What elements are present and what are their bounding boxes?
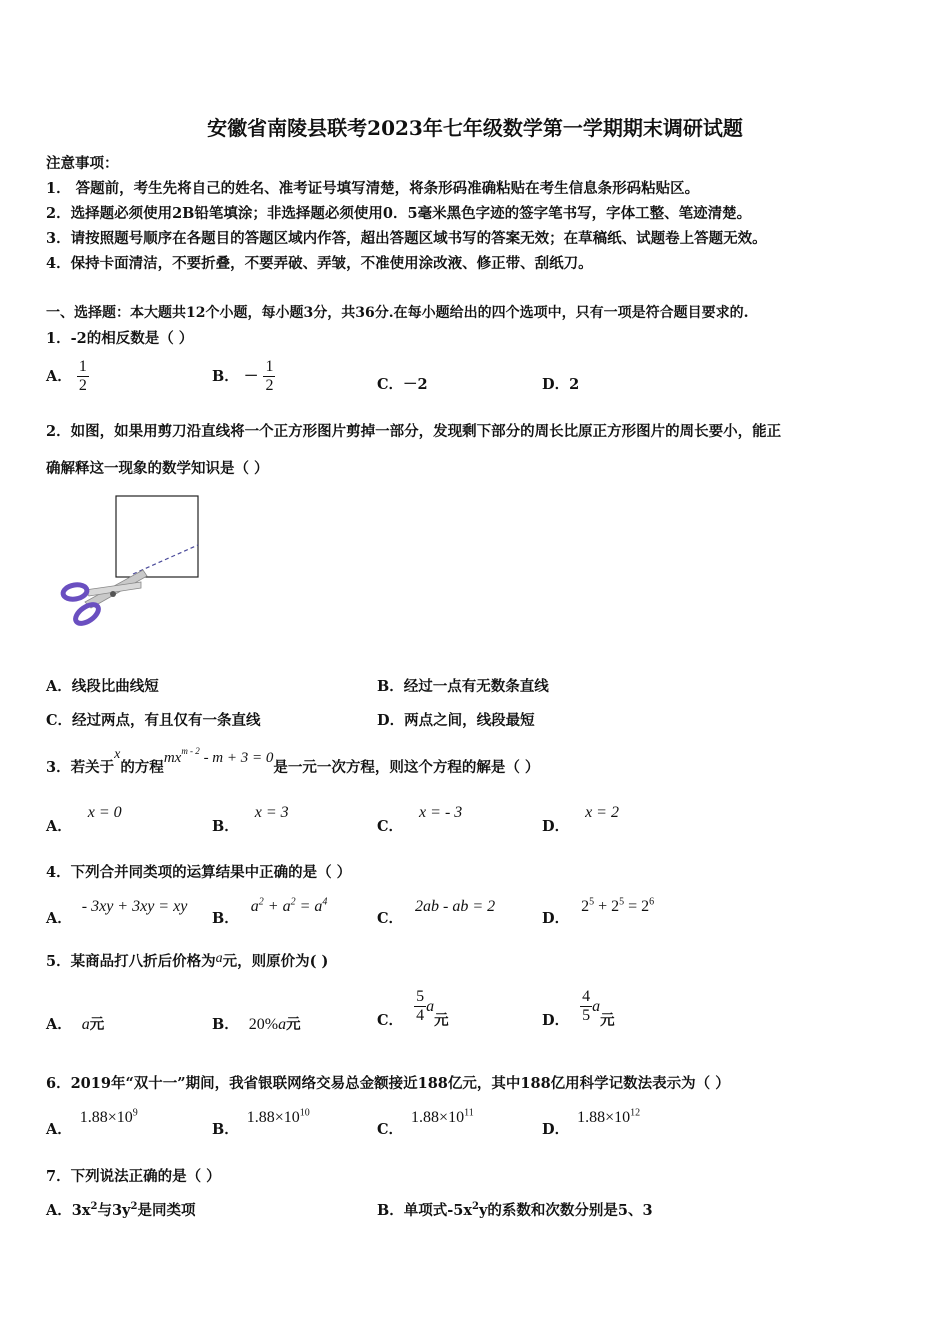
q5-d-var: a [592, 998, 601, 1015]
notice-item-1: 1． 答题前，考生先将自己的姓名、准考证号填写清楚，将条形码准确粘贴在考生信息条形码粘贴区。 [46, 180, 700, 197]
q2-option-d: D．两点之间，线段最短 [377, 712, 535, 729]
q5-c-unit: 元 [434, 1012, 449, 1029]
q5-c-label: C． [377, 1012, 404, 1029]
q4-d-label: D． [542, 910, 570, 927]
q4-d-mid: + 2 [594, 898, 620, 915]
q1-b-label: B． [212, 368, 239, 385]
q4-b-exp3: 4 [322, 896, 328, 908]
q4-option-b [212, 896, 327, 928]
q3-option-c [377, 802, 462, 836]
page-title: 安徽省南陵县联考2023年七年级数学第一学期期末调研试题 [207, 116, 743, 140]
q3-stem-post: 是一元一次方程，则这个方程的解是（ ） [273, 759, 540, 776]
q4-a-label: A． [46, 910, 72, 927]
q6-stem: 6．2019年“双十一”期间，我省银联网络交易总金额接近188亿元，其中188亿用科学记数法表示为（ ） [46, 1075, 730, 1092]
q6-d-label: D． [542, 1121, 570, 1138]
q3-stem-pre: 3．若关于 [46, 759, 115, 776]
q6-a-label: A． [46, 1121, 72, 1138]
q5-option-b [212, 1013, 301, 1034]
q3-b-label: B． [212, 818, 239, 835]
q3-c-label: C． [377, 818, 404, 835]
q1-a-den: 2 [78, 377, 87, 394]
q4-b-label: B． [212, 910, 239, 927]
q6-b-base: 1.88×10 [246, 1109, 300, 1126]
q1-b-sign: － [243, 368, 259, 385]
q5-b-pct: 20% [248, 1016, 279, 1033]
q7-a-t2: 与3y [97, 1202, 131, 1219]
scissors-figure [55, 490, 205, 635]
q3-c-expr: x = - 3 [419, 804, 463, 821]
q7-a-e2: 2 [130, 1201, 138, 1213]
q7-stem: 7．下列说法正确的是（ ） [46, 1168, 221, 1185]
q6-b-label: B． [212, 1121, 239, 1138]
q3-d-label: D． [542, 818, 570, 835]
q3-eq-exp: m - 2 [181, 746, 200, 756]
q5-d-den: 5 [582, 1007, 591, 1024]
q6-option-d [542, 1107, 640, 1139]
q6-c-label: C． [377, 1121, 404, 1138]
notice-item-2: 2．选择题必须使用2B铅笔填涂；非选择题必须使用0．5毫米黑色字迹的签字笔书写，字体工整、笔迹清楚。 [46, 205, 752, 222]
q5-option-d [542, 988, 615, 1030]
q4-c-expr: 2ab - ab = 2 [415, 898, 496, 915]
notice-item-3: 3．请按照题号顺序在各题目的答题区域内作答，超出答题区域书写的答案无效；在草稿纸、试题卷上答题无效。 [46, 230, 767, 247]
q5-d-unit: 元 [600, 1012, 615, 1029]
q3-b-expr: x = 3 [254, 804, 289, 821]
q3-option-a [46, 802, 122, 836]
q1-a-label: A． [46, 368, 72, 385]
q7-a-t1: 3x [71, 1202, 91, 1219]
q5-var: a [215, 951, 223, 966]
q1-option-b [212, 358, 275, 395]
q5-stem [46, 950, 328, 971]
q1-stem: 1．-2的相反数是（ ） [46, 330, 194, 347]
q5-a-var: a [81, 1016, 90, 1033]
q5-d-fraction [580, 988, 592, 1025]
q4-d-exp3: 6 [649, 896, 655, 908]
q1-b-num: 1 [265, 358, 274, 375]
q6-d-base: 1.88×10 [577, 1109, 631, 1126]
cut-line [133, 545, 198, 574]
q6-a-base: 1.88×10 [79, 1109, 133, 1126]
q3-option-b [212, 802, 289, 836]
notice-item-4: 4．保持卡面清洁，不要折叠，不要弄破、弄皱，不准使用涂改液、修正带、刮纸刀。 [46, 255, 593, 272]
q4-option-a [46, 896, 187, 928]
q4-d-exp2: 5 [619, 896, 625, 908]
q6-d-exp: 12 [630, 1107, 641, 1119]
q4-b-exp2: 2 [290, 896, 296, 908]
q3-stem-mid: 的方程 [120, 759, 164, 776]
section-heading: 一、选择题：本大题共12个小题，每小题3分，共36分.在每小题给出的四个选项中，只有一项是符合题目要求的. [46, 305, 749, 321]
q1-c-text: －2 [403, 376, 428, 393]
q4-c-label: C． [377, 910, 404, 927]
q5-a-label: A． [46, 1016, 72, 1033]
q3-d-expr: x = 2 [585, 804, 619, 821]
q1-b-fraction [263, 358, 275, 395]
q4-option-c [377, 896, 495, 928]
q4-b-end: = a [295, 898, 323, 915]
q1-a-fraction [77, 358, 89, 395]
q3-var: x [114, 747, 121, 762]
q5-stem-pre: 5．某商品打八折后价格为 [46, 953, 216, 970]
q6-option-b [212, 1107, 310, 1139]
q3-stem [46, 746, 539, 777]
q7-option-a [46, 1199, 195, 1220]
q5-c-num: 5 [416, 988, 425, 1005]
q5-d-label: D． [542, 1012, 570, 1029]
q1-d-text: 2 [569, 376, 580, 393]
q4-d-base: 2 [581, 898, 590, 915]
scissors-icon [62, 570, 147, 627]
q1-option-d [542, 373, 579, 394]
q4-stem: 4．下列合并同类项的运算结果中正确的是（ ） [46, 864, 352, 881]
q5-c-fraction [414, 988, 426, 1025]
q5-option-a [46, 1013, 104, 1034]
q5-stem-post: 元，则原价为( ) [222, 953, 329, 970]
q1-d-label: D． [542, 376, 570, 393]
q6-c-base: 1.88×10 [411, 1109, 465, 1126]
q4-d-end: = 2 [624, 898, 650, 915]
q5-b-label: B． [212, 1016, 239, 1033]
q2-stem-line1: 2．如图，如果用剪刀沿直线将一个正方形图片剪掉一部分，发现剩下部分的周长比原正方形图片的周长要小，能正 [46, 423, 782, 440]
q3-a-expr: x = 0 [87, 804, 122, 821]
q2-option-c: C．经过两点，有且仅有一条直线 [46, 712, 261, 729]
q1-option-a [46, 358, 89, 395]
square-shape [116, 496, 198, 577]
q2-option-a: A．线段比曲线短 [46, 678, 159, 695]
q2-stem-line2: 确解释这一现象的数学知识是（ ） [46, 460, 269, 477]
q5-option-c [377, 988, 449, 1030]
q4-option-d [542, 896, 654, 928]
q3-option-d [542, 802, 619, 836]
q6-option-c [377, 1107, 474, 1139]
q2-option-b: B．经过一点有无数条直线 [377, 678, 549, 695]
q6-c-exp: 11 [464, 1107, 474, 1119]
q5-d-num: 4 [582, 988, 591, 1005]
q1-option-c [377, 373, 428, 394]
q7-a-e1: 2 [90, 1201, 98, 1213]
q3-eq-base: mx [163, 750, 182, 766]
q6-a-exp: 9 [132, 1107, 138, 1119]
q4-d-exp1: 5 [589, 896, 595, 908]
q4-b-base: a [250, 898, 259, 915]
q1-c-label: C． [377, 376, 404, 393]
q4-b-mid: + a [263, 898, 291, 915]
q3-a-label: A． [46, 818, 72, 835]
q7-option-b [377, 1199, 653, 1220]
notice-heading: 注意事项： [46, 155, 119, 172]
q5-a-unit: 元 [89, 1016, 105, 1033]
q4-a-expr: - 3xy + 3xy = xy [81, 898, 188, 915]
q1-b-den: 2 [265, 377, 274, 394]
q7-b-t2: y的系数和次数分别是5、3 [479, 1202, 653, 1219]
q7-a-t3: 是同类项 [137, 1202, 196, 1219]
q7-b-e1: 2 [472, 1201, 479, 1213]
q5-b-unit: 元 [286, 1016, 301, 1033]
q6-option-a [46, 1107, 138, 1139]
q3-eq-rest: - m + 3 = 0 [199, 750, 274, 766]
q5-b-var: a [278, 1016, 287, 1033]
q7-a-label: A． [46, 1202, 72, 1219]
q1-a-num: 1 [78, 358, 87, 375]
q7-b-label: B． [377, 1202, 404, 1219]
q4-b-exp1: 2 [258, 896, 264, 908]
q5-c-var: a [426, 998, 435, 1015]
q5-c-den: 4 [416, 1007, 425, 1024]
q7-b-t1: 单项式-5x [403, 1202, 473, 1219]
q6-b-exp: 10 [299, 1107, 310, 1119]
